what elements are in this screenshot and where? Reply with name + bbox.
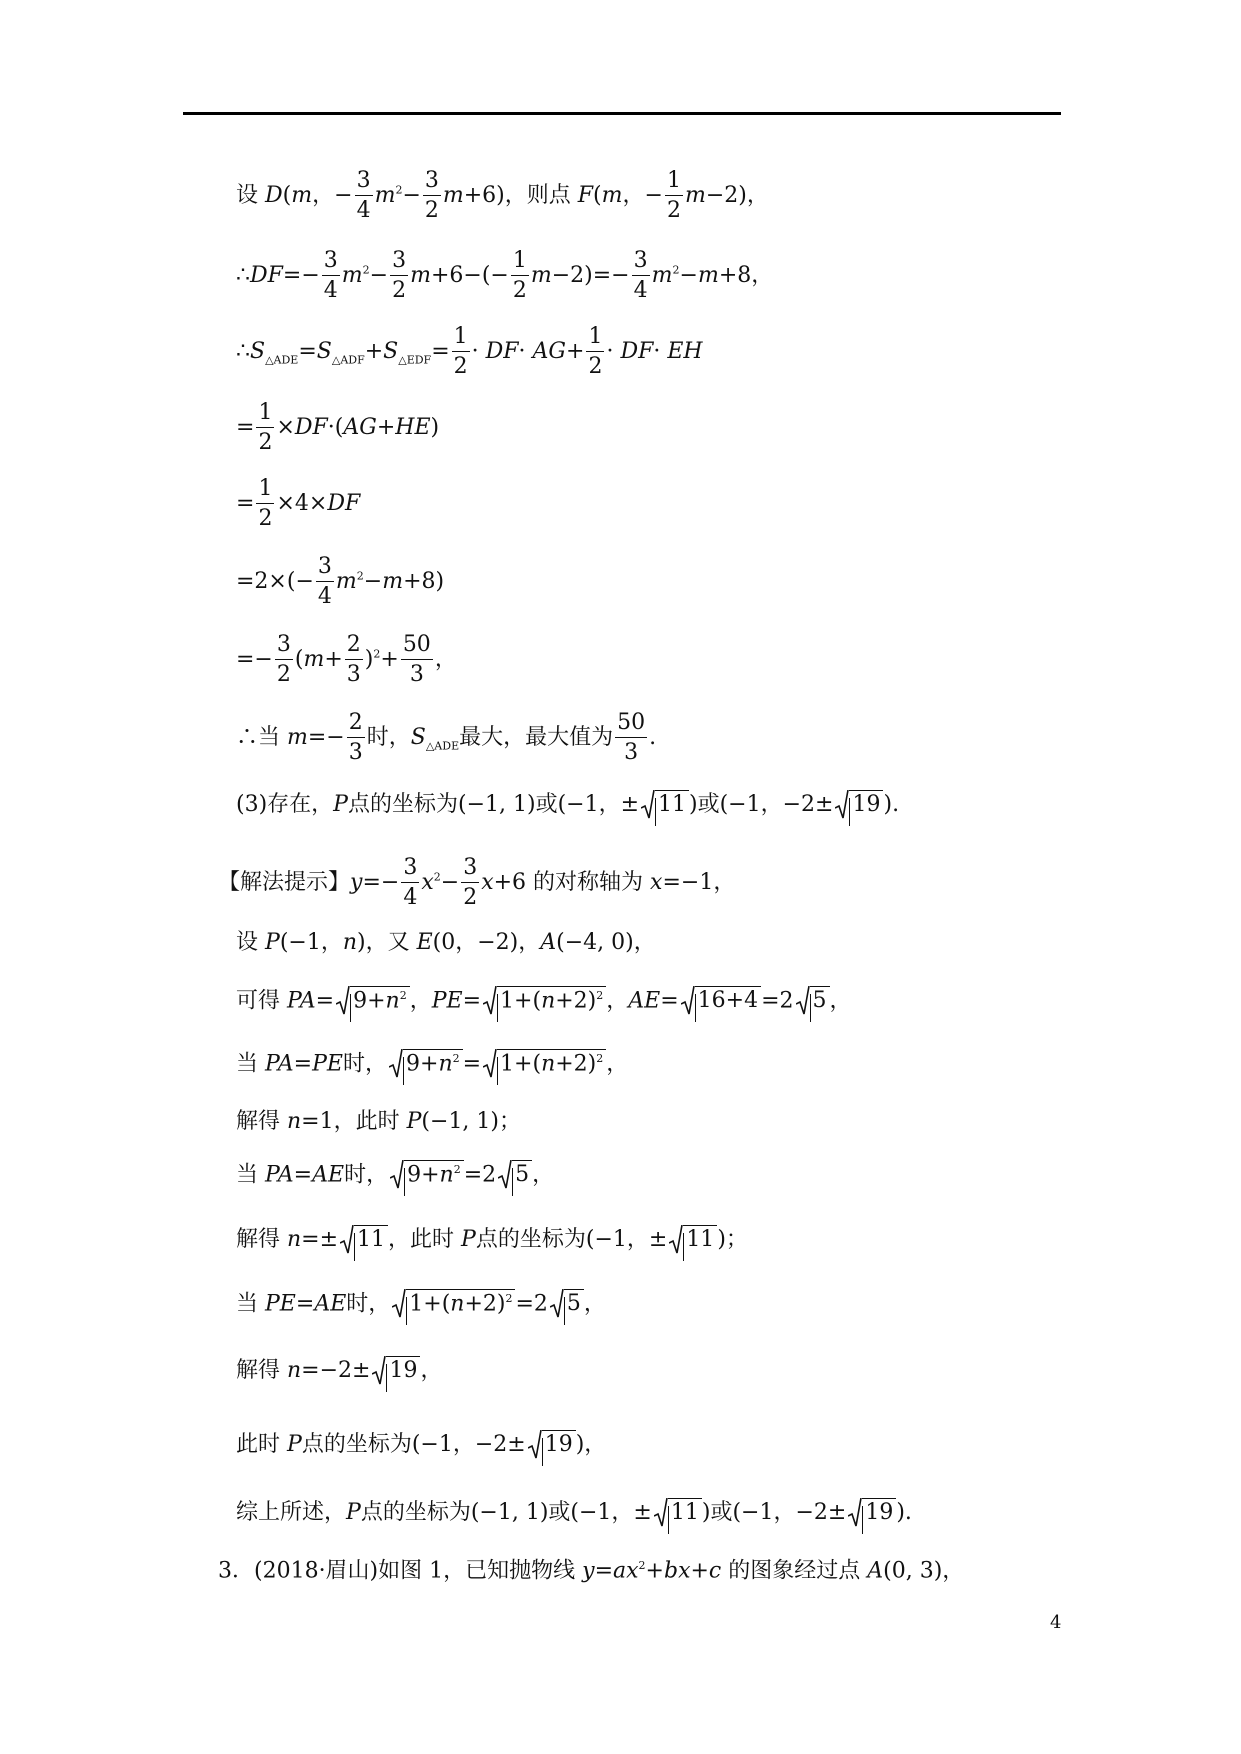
square-root: 19 [835,790,883,816]
fraction: $\frac{2}{3}$ [348,710,363,765]
radical-sign-icon [392,1289,406,1319]
radical-sign-icon [389,1049,403,1079]
solution-line-1: 设 D(m，− $\frac{3}{4}$ $m^2-$ $\frac{3}{2}$ m+6)，则点 F(m，− $\frac{1}{2}$ m−2)， [236,168,769,223]
fraction: $\frac{50}{3}$ [617,710,646,765]
radical-sign-icon [528,1430,542,1460]
solution-line-8: ∴当 m=− $\frac{2}{3}$ 时，$S_{\triangle ADE}$最大，最大值为 $\frac{50}{3}$ . [236,710,657,765]
solution-line-3: $\therefore S_{\triangle ADE}=S_{\triangle ADF}+S_{\triangle EDF}=$ $\frac{1}{2}$ · DF· AG+ $\frac{1}{2}$ · DF· EH [236,324,703,379]
solution-line-6: =2×(− $\frac{3}{4}$ $m^2-m+8$) [236,554,445,609]
fraction: $\frac{3}{2}$ [463,855,478,910]
square-root: 16+4 [681,986,761,1012]
radical-sign-icon [372,1356,386,1386]
fraction: $\frac{3}{4}$ [356,168,371,223]
square-root: 19 [372,1356,420,1382]
next-problem-line: 3．(2018·眉山)如图 1，已知抛物线 $y=ax^2+bx+c$ 的图象经过点 A(0, 3)， [218,1558,965,1584]
radical-sign-icon [336,986,350,1016]
square-root: 5 [550,1289,584,1315]
hint-line-9: 解得 n=−2± 19 ， [236,1356,443,1382]
fraction: $\frac{3}{2}$ [424,168,439,223]
radical-sign-icon [340,1225,354,1255]
radical-sign-icon [835,790,849,820]
hint-line-4: 当 PA=PE时， $9+n^2$ = $1+(n+2)^2$ ， [236,1049,628,1075]
hint-line-5: 解得 n=1，此时 P(−1, 1)； [236,1109,522,1134]
square-root: $1+(n+2)^2$ [392,1289,515,1315]
radical-sign-icon [550,1289,564,1319]
fraction: $\frac{3}{4}$ [633,248,648,303]
radical-sign-icon [669,1225,683,1255]
hint-line: 【解法提示】y=− $\frac{3}{4}$ $x^2-$ $\frac{3}{2}$ x+6 的对称轴为 x=−1， [218,855,736,910]
fraction: $\frac{2}{3}$ [346,632,361,687]
fraction: $\frac{1}{2}$ [666,168,681,223]
hint-line-10: 此时 P点的坐标为(−1，−2± 19 )， [236,1430,606,1456]
square-root: 11 [669,1225,717,1251]
hint-line-11: 综上所述，P点的坐标为(−1, 1)或(−1，± 11 )或(−1，−2± 19 ). [236,1498,912,1524]
fraction: $\frac{3}{4}$ [403,855,418,910]
fraction: $\frac{3}{4}$ [317,554,332,609]
radical-sign-icon [681,986,695,1016]
radical-sign-icon [796,986,810,1016]
square-root: $1+(n+2)^2$ [483,986,606,1012]
square-root: 11 [641,790,689,816]
square-root: 5 [498,1160,532,1186]
solution-line-7: =− $\frac{3}{2}$ (m+ $\frac{2}{3}$ )$^2$+ $\frac{50}{3}$ ， [236,632,457,687]
square-root: $9+n^2$ [389,1049,463,1075]
square-root: 5 [796,986,830,1012]
square-root: 11 [340,1225,388,1251]
hint-line-7: 解得 n=± 11 ，此时 P点的坐标为(−1，± 11 )； [236,1225,748,1251]
radical-sign-icon [498,1160,512,1190]
hint-line-2: 设 P(−1，n)，又 E(0，−2)，A(−4, 0)， [236,930,656,955]
fraction: $\frac{3}{4}$ [323,248,338,303]
page-number: 4 [1050,1612,1062,1633]
fraction: $\frac{3}{2}$ [392,248,407,303]
fraction: $\frac{1}{2}$ [258,476,273,531]
fraction: $\frac{1}{2}$ [512,248,527,303]
radical-sign-icon [848,1498,862,1528]
fraction: $\frac{50}{3}$ [402,632,431,687]
solution-line-4: = $\frac{1}{2}$ ×DF·(AG+HE) [236,400,440,455]
radical-sign-icon [483,986,497,1016]
fraction: $\frac{1}{2}$ [453,324,468,379]
square-root: 19 [528,1430,576,1456]
radical-sign-icon [654,1498,668,1528]
radical-sign-icon [390,1160,404,1190]
square-root: $9+n^2$ [390,1160,464,1186]
header-rule [183,112,1061,115]
square-root: $1+(n+2)^2$ [483,1049,606,1075]
square-root: 19 [848,1498,896,1524]
solution-line-5: = $\frac{1}{2}$ ×4×DF [236,476,361,531]
hint-line-6: 当 PA=AE时， $9+n^2 =2$ 5 ， [236,1160,554,1186]
hint-line-8: 当 PE=AE时， $1+(n+2)^2 =2$ 5 ， [236,1289,606,1315]
radical-sign-icon [641,790,655,820]
square-root: $9+n^2$ [336,986,410,1012]
fraction: $\frac{3}{2}$ [276,632,291,687]
solution-line-2: ∴DF=− $\frac{3}{4}$ $m^2-$ $\frac{3}{2}$ m+6−(− $\frac{1}{2}$ m−2)=− $\frac{3}{4}$ $m^2-m+8$， [236,248,774,303]
radical-sign-icon [483,1049,497,1079]
solution-line-9: (3)存在，P点的坐标为(−1, 1)或(−1，± 11 )或(−1，−2± 19 ). [236,790,899,816]
square-root: 11 [654,1498,702,1524]
hint-line-3: 可得 PA= $9+n^2$ ，PE= $1+(n+2)^2$ ，AE= 16+4 =2 5 ， [236,986,852,1012]
fraction: $\frac{1}{2}$ [258,400,273,455]
fraction: $\frac{1}{2}$ [588,324,603,379]
